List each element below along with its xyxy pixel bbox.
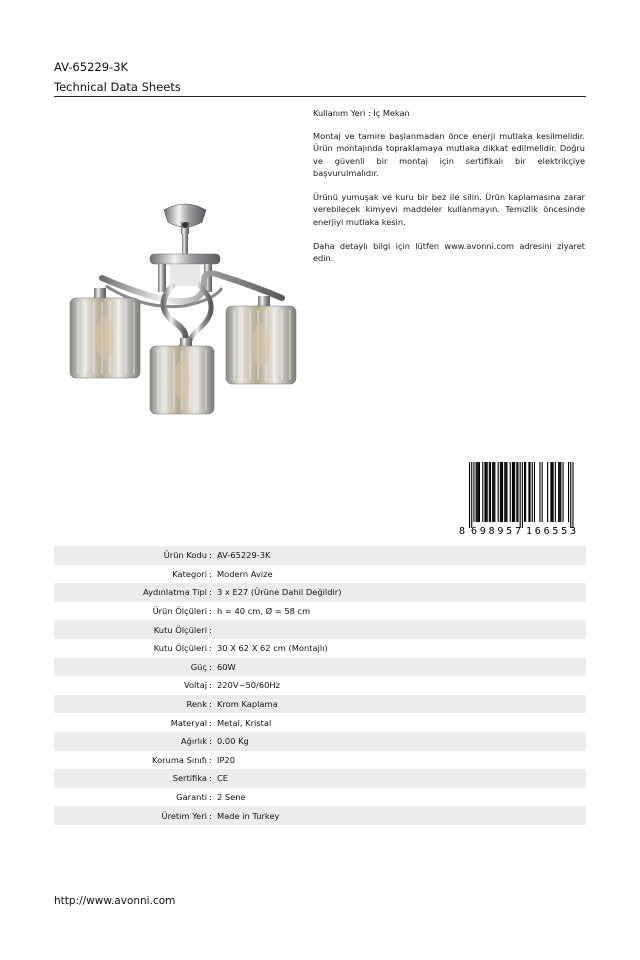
spec-separator: : bbox=[209, 717, 212, 728]
barcode-bar bbox=[469, 462, 470, 528]
spec-value: h = 40 cm, Ø = 58 cm bbox=[217, 606, 311, 617]
barcode-bar bbox=[550, 462, 551, 522]
barcode-bar bbox=[570, 462, 571, 528]
barcode bbox=[457, 460, 586, 536]
spec-row bbox=[54, 713, 586, 732]
spec-separator: : bbox=[209, 680, 212, 691]
spec-value: Metal, Kristal bbox=[217, 717, 272, 728]
barcode-bars bbox=[469, 462, 574, 528]
spec-row bbox=[54, 769, 586, 788]
product-code-heading: AV-65229-3K bbox=[54, 60, 129, 74]
spec-value: IP20 bbox=[217, 754, 236, 765]
barcode-bar bbox=[568, 462, 569, 522]
spec-row bbox=[54, 695, 586, 714]
barcode-bar bbox=[542, 462, 543, 522]
barcode-bar bbox=[532, 462, 533, 522]
spec-separator: : bbox=[209, 550, 212, 561]
spec-value: 2 Sene bbox=[217, 792, 246, 803]
barcode-bar bbox=[520, 462, 521, 528]
barcode-bar bbox=[560, 462, 561, 522]
spec-separator: : bbox=[209, 624, 212, 635]
barcode-bar bbox=[528, 462, 529, 522]
spec-row bbox=[54, 546, 586, 565]
spec-label: Üretim Yeri bbox=[161, 810, 207, 821]
barcode-bar bbox=[552, 462, 553, 522]
spec-label: Voltaj bbox=[183, 680, 207, 691]
spec-separator: : bbox=[209, 810, 212, 821]
spec-separator: : bbox=[209, 792, 212, 803]
spec-table bbox=[54, 546, 586, 825]
spec-row bbox=[54, 583, 586, 602]
spec-row bbox=[54, 639, 586, 658]
spec-label: Ürün Ölçüleri bbox=[152, 606, 207, 617]
barcode-bar bbox=[482, 462, 483, 522]
spec-separator: : bbox=[209, 587, 212, 598]
barcode-bar bbox=[476, 462, 477, 522]
barcode-bar bbox=[498, 462, 499, 522]
spec-value: Modern Avize bbox=[217, 568, 273, 579]
barcode-left-digits: 698957 bbox=[471, 526, 521, 536]
spec-row bbox=[54, 732, 586, 751]
barcode-bar bbox=[555, 462, 556, 522]
spec-separator: : bbox=[209, 754, 212, 765]
spec-label: Aydınlatma Tipi bbox=[143, 587, 207, 598]
barcode-bar bbox=[553, 462, 554, 522]
spec-label: Ürün Kodu bbox=[163, 550, 207, 561]
barcode-first-digit: 8 bbox=[459, 526, 466, 536]
barcode-bar bbox=[501, 462, 502, 522]
barcode-bar bbox=[493, 462, 494, 522]
barcode-bar bbox=[494, 462, 495, 522]
barcode-bar bbox=[547, 462, 548, 522]
spec-separator: : bbox=[209, 699, 212, 710]
footer-url: http://www.avonni.com bbox=[54, 895, 176, 907]
header-divider bbox=[54, 96, 586, 97]
barcode-bar bbox=[489, 462, 490, 522]
usage-description bbox=[313, 107, 585, 277]
spec-label: Kutu Ölçüleri bbox=[153, 643, 207, 654]
spec-value: 3 x E27 (Ürüne Dahil Değildir) bbox=[217, 587, 342, 598]
spec-separator: : bbox=[209, 736, 212, 747]
barcode-bar bbox=[563, 462, 564, 522]
barcode-bar bbox=[506, 462, 507, 522]
spec-label: Koruma Sınıfı bbox=[152, 754, 207, 765]
spec-separator: : bbox=[209, 568, 212, 579]
barcode-bar bbox=[558, 462, 559, 522]
spec-value: 30 X 62 X 62 cm (Montajlı) bbox=[217, 643, 328, 654]
spec-row bbox=[54, 676, 586, 695]
barcode-bar bbox=[484, 462, 485, 522]
barcode-bar bbox=[510, 462, 511, 522]
barcode-bar bbox=[486, 462, 487, 522]
spec-label: Garanti bbox=[176, 792, 207, 803]
product-photo bbox=[54, 100, 306, 532]
spec-value: 60W bbox=[217, 661, 236, 672]
barcode-bar bbox=[517, 462, 518, 522]
spec-value: 220V~50/60Hz bbox=[217, 680, 280, 691]
spec-row bbox=[54, 565, 586, 584]
barcode-bar bbox=[539, 462, 540, 522]
spec-row bbox=[54, 658, 586, 677]
spec-value: 0.00 Kg bbox=[217, 736, 249, 747]
barcode-bar bbox=[516, 462, 517, 522]
spec-row bbox=[54, 620, 586, 639]
barcode-bar bbox=[524, 462, 525, 522]
usage-location: Kullanım Yeri : İç Mekan bbox=[313, 108, 410, 118]
spec-separator: : bbox=[209, 643, 212, 654]
barcode-bar bbox=[513, 462, 514, 522]
barcode-bar bbox=[477, 462, 478, 522]
cleaning-instructions: Ürünü yumuşak ve kuru bir bez ile silin. Ürün kaplamasına zarar verebilecek kimyevi maddeler kullanmayın. Temizlik öncesinde enerjiyi mutlaka kesin. bbox=[313, 192, 585, 227]
barcode-bar bbox=[490, 462, 491, 522]
spec-label: Materyal bbox=[170, 717, 207, 728]
barcode-bar bbox=[559, 462, 560, 522]
barcode-bar bbox=[505, 462, 506, 522]
barcode-bar bbox=[500, 462, 501, 522]
spec-separator: : bbox=[209, 773, 212, 784]
barcode-right-digits: 166553 bbox=[526, 526, 576, 536]
barcode-bar bbox=[473, 462, 474, 522]
spec-value: CE bbox=[217, 773, 229, 784]
spec-separator: : bbox=[209, 606, 212, 617]
spec-row bbox=[54, 751, 586, 770]
barcode-bar bbox=[514, 462, 515, 522]
spec-label: Renk bbox=[186, 699, 207, 710]
barcode-bar bbox=[525, 462, 526, 522]
document-subtitle: Technical Data Sheets bbox=[54, 80, 181, 94]
spec-label: Güç bbox=[190, 661, 207, 672]
barcode-bar bbox=[572, 462, 573, 528]
barcode-bar bbox=[504, 462, 505, 522]
spec-value: Krom Kaplama bbox=[217, 699, 278, 710]
spec-value: Made in Turkey bbox=[217, 810, 280, 821]
barcode-bar bbox=[492, 462, 493, 522]
barcode-bar bbox=[502, 462, 503, 522]
spec-row bbox=[54, 788, 586, 807]
spec-label: Sertifika bbox=[172, 773, 207, 784]
barcode-bar bbox=[478, 462, 479, 522]
installation-warning: Montaj ve tamire başlanmadan önce enerji mutlaka kesilmelidir. Ürün montajında topraklamaya mutlaka dikkat edilmelidir. Doğru ve güvenli bir montaj için sertifikalı bir elektrikçiye başvurulmalıdır. bbox=[313, 131, 585, 178]
barcode-bar bbox=[530, 462, 531, 522]
spec-value: AV-65229-3K bbox=[217, 550, 271, 561]
barcode-bar bbox=[487, 462, 488, 522]
more-info-note: Daha detaylı bilgi için lütfen www.avonni.com adresini ziyaret edin. bbox=[313, 241, 585, 264]
spec-separator: : bbox=[209, 661, 212, 672]
barcode-bar bbox=[534, 462, 535, 522]
spec-row bbox=[54, 602, 586, 621]
spec-label: Ağırlık bbox=[180, 736, 207, 747]
spec-label: Kategori bbox=[172, 568, 207, 579]
barcode-bar bbox=[512, 462, 513, 522]
spec-row bbox=[54, 806, 586, 825]
spec-label: Kutu Ölçüleri bbox=[153, 624, 207, 635]
barcode-bar bbox=[471, 462, 472, 528]
barcode-bar bbox=[479, 462, 480, 522]
barcode-bar bbox=[522, 462, 523, 528]
